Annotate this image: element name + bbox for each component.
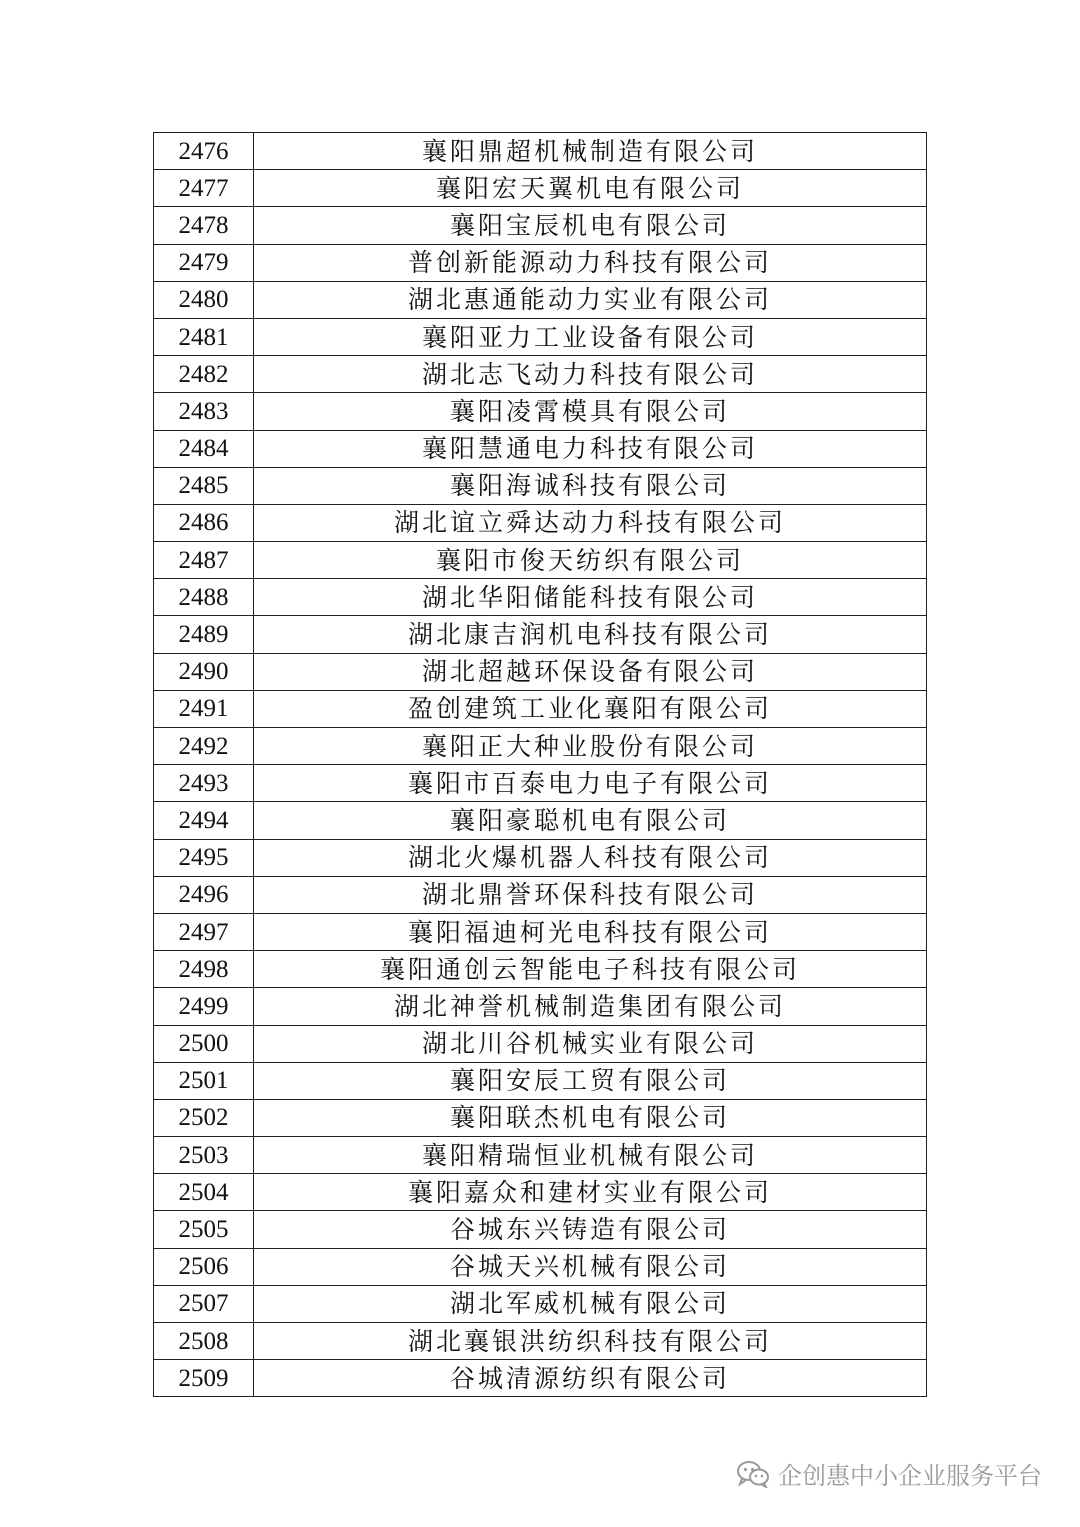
table-row [154, 1062, 927, 1099]
row-number: 2485 [154, 467, 254, 504]
company-name: 襄阳正大种业股份有限公司 [254, 728, 927, 765]
company-name: 谷城东兴铸造有限公司 [254, 1211, 927, 1248]
table-row [154, 728, 927, 765]
table-row [154, 1248, 927, 1285]
row-number: 2488 [154, 579, 254, 616]
row-number: 2500 [154, 1025, 254, 1062]
row-number: 2502 [154, 1099, 254, 1136]
company-name: 襄阳海诚科技有限公司 [254, 467, 927, 504]
company-name: 湖北康吉润机电科技有限公司 [254, 616, 927, 653]
wechat-icon [736, 1460, 770, 1488]
row-number: 2492 [154, 728, 254, 765]
company-name: 襄阳市俊天纺织有限公司 [254, 542, 927, 579]
company-name: 湖北志飞动力科技有限公司 [254, 356, 927, 393]
table-row [154, 393, 927, 430]
row-number: 2498 [154, 951, 254, 988]
company-name: 襄阳福迪柯光电科技有限公司 [254, 913, 927, 950]
table-row [154, 356, 927, 393]
row-number: 2483 [154, 393, 254, 430]
company-name: 襄阳宝辰机电有限公司 [254, 207, 927, 244]
company-name: 襄阳嘉众和建材实业有限公司 [254, 1174, 927, 1211]
table-row [154, 579, 927, 616]
row-number: 2497 [154, 913, 254, 950]
row-number: 2504 [154, 1174, 254, 1211]
company-name: 湖北鼎誉环保科技有限公司 [254, 876, 927, 913]
row-number: 2476 [154, 133, 254, 170]
table-row [154, 281, 927, 318]
company-name: 襄阳安辰工贸有限公司 [254, 1062, 927, 1099]
company-name: 谷城天兴机械有限公司 [254, 1248, 927, 1285]
company-name: 湖北谊立舜达动力科技有限公司 [254, 504, 927, 541]
row-number: 2481 [154, 318, 254, 355]
table-row [154, 1174, 927, 1211]
company-name: 湖北华阳储能科技有限公司 [254, 579, 927, 616]
row-number: 2487 [154, 542, 254, 579]
table-row [154, 318, 927, 355]
company-name: 湖北惠通能动力实业有限公司 [254, 281, 927, 318]
company-name: 谷城清源纺织有限公司 [254, 1360, 927, 1397]
company-name: 湖北神誉机械制造集团有限公司 [254, 988, 927, 1025]
table-row [154, 244, 927, 281]
table-row [154, 1099, 927, 1136]
table-row [154, 170, 927, 207]
row-number: 2482 [154, 356, 254, 393]
row-number: 2505 [154, 1211, 254, 1248]
table-row [154, 430, 927, 467]
row-number: 2501 [154, 1062, 254, 1099]
company-name: 襄阳市百泰电力电子有限公司 [254, 765, 927, 802]
row-number: 2495 [154, 839, 254, 876]
row-number: 2496 [154, 876, 254, 913]
table-row [154, 1211, 927, 1248]
company-name: 湖北襄银洪纺织科技有限公司 [254, 1323, 927, 1360]
row-number: 2490 [154, 653, 254, 690]
watermark-text: 企创惠中小企业服务平台 [778, 1462, 1042, 1490]
table-row [154, 653, 927, 690]
row-number: 2503 [154, 1137, 254, 1174]
table-row [154, 542, 927, 579]
table-row [154, 988, 927, 1025]
table-row [154, 1137, 927, 1174]
company-name: 襄阳亚力工业设备有限公司 [254, 318, 927, 355]
row-number: 2486 [154, 504, 254, 541]
company-name: 襄阳慧通电力科技有限公司 [254, 430, 927, 467]
table-row [154, 876, 927, 913]
row-number: 2499 [154, 988, 254, 1025]
table-row [154, 616, 927, 653]
company-name: 湖北火爆机器人科技有限公司 [254, 839, 927, 876]
table-row [154, 690, 927, 727]
table-body [154, 133, 927, 1397]
table-row [154, 467, 927, 504]
row-number: 2480 [154, 281, 254, 318]
company-list-table [153, 132, 927, 1397]
company-name: 襄阳宏天翼机电有限公司 [254, 170, 927, 207]
row-number: 2508 [154, 1323, 254, 1360]
row-number: 2478 [154, 207, 254, 244]
row-number: 2484 [154, 430, 254, 467]
table-row [154, 951, 927, 988]
watermark [736, 1456, 1042, 1491]
company-name: 湖北军威机械有限公司 [254, 1285, 927, 1322]
company-name: 盈创建筑工业化襄阳有限公司 [254, 690, 927, 727]
table-row [154, 913, 927, 950]
row-number: 2509 [154, 1360, 254, 1397]
company-name: 湖北超越环保设备有限公司 [254, 653, 927, 690]
table-row [154, 839, 927, 876]
company-name: 襄阳联杰机电有限公司 [254, 1099, 927, 1136]
table-row [154, 1025, 927, 1062]
company-name: 襄阳通创云智能电子科技有限公司 [254, 951, 927, 988]
row-number: 2477 [154, 170, 254, 207]
row-number: 2507 [154, 1285, 254, 1322]
table-row [154, 765, 927, 802]
table-row [154, 1360, 927, 1397]
row-number: 2489 [154, 616, 254, 653]
table-row [154, 133, 927, 170]
row-number: 2493 [154, 765, 254, 802]
company-name: 襄阳精瑞恒业机械有限公司 [254, 1137, 927, 1174]
table-row [154, 802, 927, 839]
row-number: 2479 [154, 244, 254, 281]
company-name: 湖北川谷机械实业有限公司 [254, 1025, 927, 1062]
company-name: 襄阳豪聪机电有限公司 [254, 802, 927, 839]
table-row [154, 1285, 927, 1322]
company-name: 襄阳鼎超机械制造有限公司 [254, 133, 927, 170]
table-row [154, 504, 927, 541]
company-name: 普创新能源动力科技有限公司 [254, 244, 927, 281]
row-number: 2494 [154, 802, 254, 839]
table-row [154, 207, 927, 244]
company-name: 襄阳凌霄模具有限公司 [254, 393, 927, 430]
row-number: 2506 [154, 1248, 254, 1285]
table-row [154, 1323, 927, 1360]
row-number: 2491 [154, 690, 254, 727]
